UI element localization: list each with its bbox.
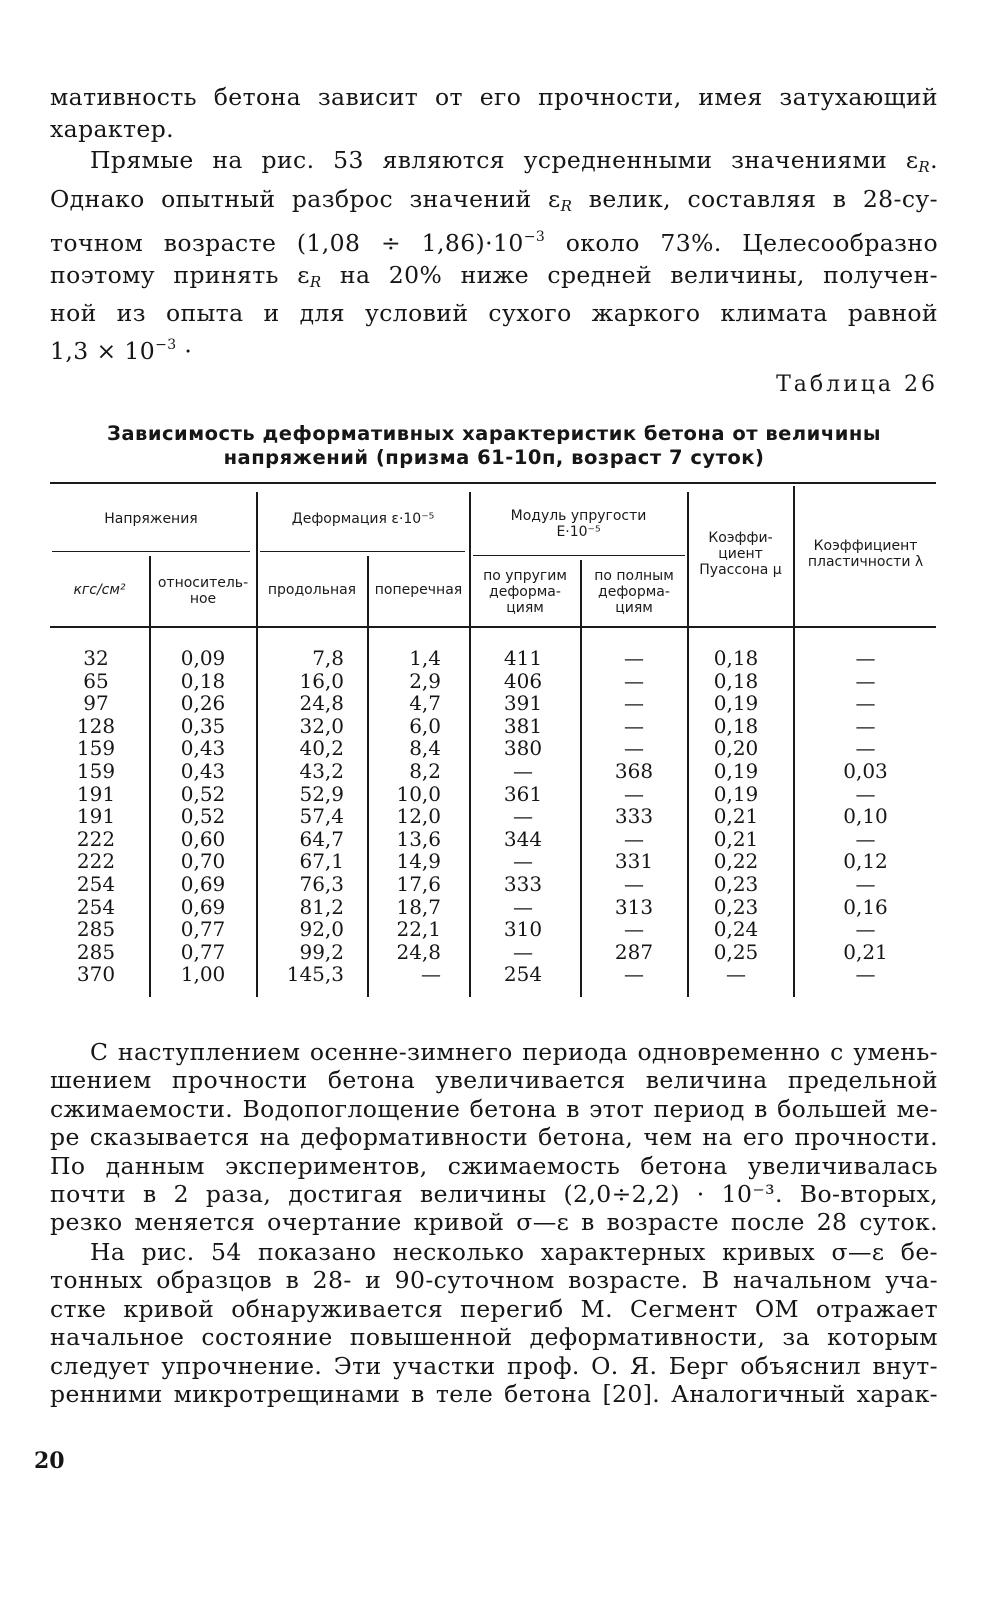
table-cell: —: [513, 804, 533, 829]
table-border-top: [50, 482, 936, 484]
table-cell: 313: [614, 894, 654, 919]
table-caption-line: Зависимость деформативных характеристик бетона от величины: [106, 422, 881, 445]
column-deform-long: [258, 647, 344, 986]
header-plasticity: Коэффициент пластичности λ: [807, 538, 924, 570]
table-cell: 0,43: [180, 758, 226, 783]
header-subdivider: [260, 551, 465, 552]
text-line: характер.: [50, 114, 175, 143]
table-cell: 254: [76, 894, 116, 919]
table-cell: 254: [76, 871, 116, 896]
table-cell: 0,19: [713, 781, 759, 806]
table-cell: 0,09: [180, 646, 226, 670]
table-cell: 0,22: [713, 849, 759, 874]
column-poisson: [689, 647, 783, 986]
table-cell: 99,2: [299, 939, 344, 964]
table-cell: —: [624, 713, 644, 738]
table-cell: 254: [503, 962, 543, 987]
table-cell: 381: [503, 713, 543, 738]
header-mod-elastic: по упругим деформа-циям: [483, 568, 567, 616]
table-cell: 361: [503, 781, 543, 806]
table-cell: 0,19: [713, 758, 759, 783]
table-cell: 65: [83, 668, 109, 693]
table-cell: 14,9: [396, 849, 441, 874]
paragraph-top: [50, 82, 938, 145]
table-cell: 1,00: [180, 962, 226, 987]
table-cell: —: [624, 871, 644, 896]
table-cell: 285: [76, 939, 116, 964]
table-cell: 13,6: [396, 826, 441, 851]
header-poisson: Коэффи-циент Пуассона μ: [699, 530, 782, 578]
table-cell: 4,7: [409, 691, 441, 716]
table-cell: 380: [503, 736, 543, 761]
table-cell: 10,0: [396, 781, 441, 806]
table-cell: 222: [76, 849, 116, 874]
table-caption: [50, 422, 938, 470]
text-line: резко меняется очертание кривой σ—ε в возрасте после 28 суток.: [50, 1208, 938, 1237]
text-line: ренними микротрещинами в теле бетона [20]. Аналогичный харак-: [50, 1380, 938, 1409]
paragraph-autumn: [50, 1038, 938, 1237]
table-cell: —: [855, 691, 876, 716]
text-line: стке кривой обнаруживается перегиб M. Сегмент OM отражает: [50, 1294, 938, 1323]
table-cell: 191: [76, 804, 116, 829]
table-cell: —: [624, 668, 644, 693]
table-cell: 0,60: [180, 826, 226, 851]
table-cell: 0,18: [180, 668, 226, 693]
table-cell: 391: [503, 691, 543, 716]
table-cell: 22,1: [396, 917, 441, 942]
header-subdivider: [52, 551, 250, 552]
column-stress-rel: [151, 647, 255, 986]
text-line: почти в 2 раза, достигая величины (2,0÷2,2) · 10⁻³. Во-вторых,: [50, 1180, 938, 1209]
paragraph-strain-limit: [50, 145, 938, 367]
table-cell: 0,43: [180, 736, 226, 761]
table-cell: 57,4: [299, 804, 344, 829]
table-cell: 411: [503, 646, 543, 670]
table-cell: 287: [614, 939, 654, 964]
table-cell: 0,18: [713, 713, 759, 738]
text-line: Прямые на рис. 53 являются усредненными значениями $\varepsilon_R$.: [90, 146, 938, 176]
table-cell: 24,8: [396, 939, 441, 964]
table-cell: —: [726, 962, 746, 987]
table-cell: 344: [503, 826, 543, 851]
table-cell: —: [421, 962, 441, 987]
table-cell: 285: [76, 917, 116, 942]
table-cell: —: [855, 826, 876, 851]
header-subdivider: [473, 555, 685, 556]
text-line: начальное состояние повышенной деформативности, за которым: [50, 1323, 938, 1352]
table-cell: 0,77: [180, 939, 226, 964]
table-cell: 81,2: [299, 894, 344, 919]
table-cell: —: [624, 736, 644, 761]
header-stress-abs: кгс/см²: [73, 582, 126, 598]
table-cell: 0,52: [180, 804, 226, 829]
text-line: тонных образцов в 28- и 90-суточном возрасте. В начальном уча-: [50, 1266, 938, 1295]
table-cell: 0,24: [713, 917, 759, 942]
table-cell: 43,2: [299, 758, 344, 783]
column-mod-elastic: [471, 647, 575, 986]
table-cell: 0,26: [180, 691, 226, 716]
table-cell: 2,9: [409, 668, 441, 693]
text-line: мативность бетона зависит от его прочности, имея затухающий: [50, 83, 938, 111]
table-cell: 6,0: [409, 713, 441, 738]
table-cell: 0,21: [713, 826, 759, 851]
table-cell: 52,9: [299, 781, 344, 806]
text-line: точном возрасте $(1,08 \div 1,86)\cdot 10^{-3}$ около 73%. Целесообразно: [50, 229, 939, 257]
text-line: следует упрочнение. Эти участки проф. О. Я. Берг объяснил внут-: [50, 1351, 938, 1380]
table-cell: —: [624, 917, 644, 942]
table-cell: 67,1: [299, 849, 344, 874]
table-cell: 0,12: [843, 849, 888, 874]
table-cell: 331: [614, 849, 654, 874]
table-header-divider: [50, 626, 936, 628]
table-cell: —: [855, 917, 876, 942]
table-cell: 0,18: [713, 646, 759, 670]
table-cell: —: [855, 962, 876, 987]
header-modulus: Модуль упругости Е·10⁻⁵: [510, 508, 647, 540]
text-line: По данным экспериментов, сжимаемость бетона увеличивалась: [50, 1151, 938, 1180]
table-cell: 18,7: [396, 894, 441, 919]
header-stress-rel: относитель-ное: [157, 575, 249, 607]
table-cell: 222: [76, 826, 116, 851]
table-cell: 0,16: [843, 894, 888, 919]
table-cell: 64,7: [299, 826, 344, 851]
table-number: Таблица 26: [776, 372, 938, 397]
column-mod-full: [582, 647, 686, 986]
table-cell: 1,4: [409, 646, 441, 670]
table-cell: 0,69: [180, 871, 226, 896]
column-stress-abs: [52, 647, 140, 986]
table-cell: 333: [614, 804, 654, 829]
table-cell: 0,19: [713, 691, 759, 716]
table-cell: 333: [503, 871, 543, 896]
header-mod-full: по полным деформа-циям: [594, 568, 674, 616]
table-cell: 159: [76, 736, 116, 761]
table-cell: 0,69: [180, 894, 226, 919]
table-cell: —: [513, 849, 533, 874]
table-cell: 16,0: [299, 668, 344, 693]
column-deform-trans: [369, 647, 441, 986]
text-line: Однако опытный разброс значений $\varepsilon_R$ велик, составляя в 28-су-: [50, 184, 938, 215]
table-cell: 97: [83, 691, 109, 716]
table-cell: 0,10: [843, 804, 888, 829]
table-cell: 0,52: [180, 781, 226, 806]
table-cell: 12,0: [396, 804, 441, 829]
table-cell: —: [624, 826, 644, 851]
table-cell: —: [624, 962, 644, 987]
table-cell: 310: [503, 917, 543, 942]
table-cell: 8,4: [409, 736, 441, 761]
header-deformation: Деформация ε·10⁻⁵: [291, 511, 435, 527]
table-cell: —: [855, 668, 876, 693]
table-cell: 0,25: [713, 939, 759, 964]
text-line: На рис. 54 показано несколько характерных кривых σ—ε бе-: [90, 1238, 938, 1266]
table-cell: —: [513, 939, 533, 964]
table-cell: 7,8: [312, 646, 344, 670]
table-cell: 0,21: [843, 939, 888, 964]
table-cell: —: [624, 781, 644, 806]
table-cell: 40,2: [299, 736, 344, 761]
table-cell: 17,6: [396, 871, 441, 896]
table-cell: —: [513, 758, 533, 783]
table-caption-line: напряжений (призма 61-10п, возраст 7 суток): [223, 446, 765, 469]
table-cell: —: [855, 781, 876, 806]
table-cell: 0,23: [713, 894, 759, 919]
page-number: 20: [34, 1448, 65, 1474]
table-cell: 0,18: [713, 668, 759, 693]
column-plasticity: [795, 647, 936, 986]
table-cell: 32: [83, 646, 109, 670]
table-cell: —: [855, 871, 876, 896]
table-cell: 8,2: [409, 758, 441, 783]
paragraph-figure-54: [50, 1238, 938, 1408]
table-cell: —: [624, 646, 644, 670]
table-cell: 32,0: [299, 713, 344, 738]
text-line: ре сказывается на деформативности бетона, чем на его прочности.: [50, 1123, 938, 1152]
table-cell: 0,70: [180, 849, 226, 874]
table-cell: —: [855, 736, 876, 761]
table-cell: —: [855, 713, 876, 738]
table-cell: 0,21: [713, 804, 759, 829]
table-cell: 0,35: [180, 713, 226, 738]
header-stress: Напряжения: [104, 511, 198, 527]
text-line: $1,3 \times 10^{-3}$ ·: [50, 336, 193, 365]
table-cell: 0,03: [843, 758, 888, 783]
header-deform-long: продольная: [267, 582, 357, 598]
table-cell: —: [513, 894, 533, 919]
table-cell: 0,20: [713, 736, 759, 761]
header-deform-trans: поперечная: [374, 582, 463, 598]
text-line: поэтому принять $\varepsilon_R$ на 20% ниже средней величины, получен-: [50, 260, 938, 291]
table-cell: 0,23: [713, 871, 759, 896]
table-cell: 370: [76, 962, 116, 987]
table-cell: 0,77: [180, 917, 226, 942]
table-cell: 76,3: [299, 871, 344, 896]
table-cell: —: [624, 691, 644, 716]
table-cell: 159: [76, 758, 116, 783]
text-line: ной из опыта и для условий сухого жаркого климата равной: [50, 299, 938, 327]
table-cell: 368: [614, 758, 654, 783]
table-cell: 128: [76, 713, 116, 738]
table-cell: 406: [503, 668, 543, 693]
table-cell: 145,3: [286, 962, 344, 987]
table-cell: 191: [76, 781, 116, 806]
table-cell: 24,8: [299, 691, 344, 716]
text-line: С наступлением осенне-зимнего периода одновременно с умень-: [90, 1038, 938, 1066]
text-line: сжимаемости. Водопоглощение бетона в этот период в большей ме-: [50, 1094, 938, 1123]
text-line: шением прочности бетона увеличивается величина предельной: [50, 1066, 938, 1095]
table-cell: —: [855, 646, 876, 670]
table-cell: 92,0: [299, 917, 344, 942]
